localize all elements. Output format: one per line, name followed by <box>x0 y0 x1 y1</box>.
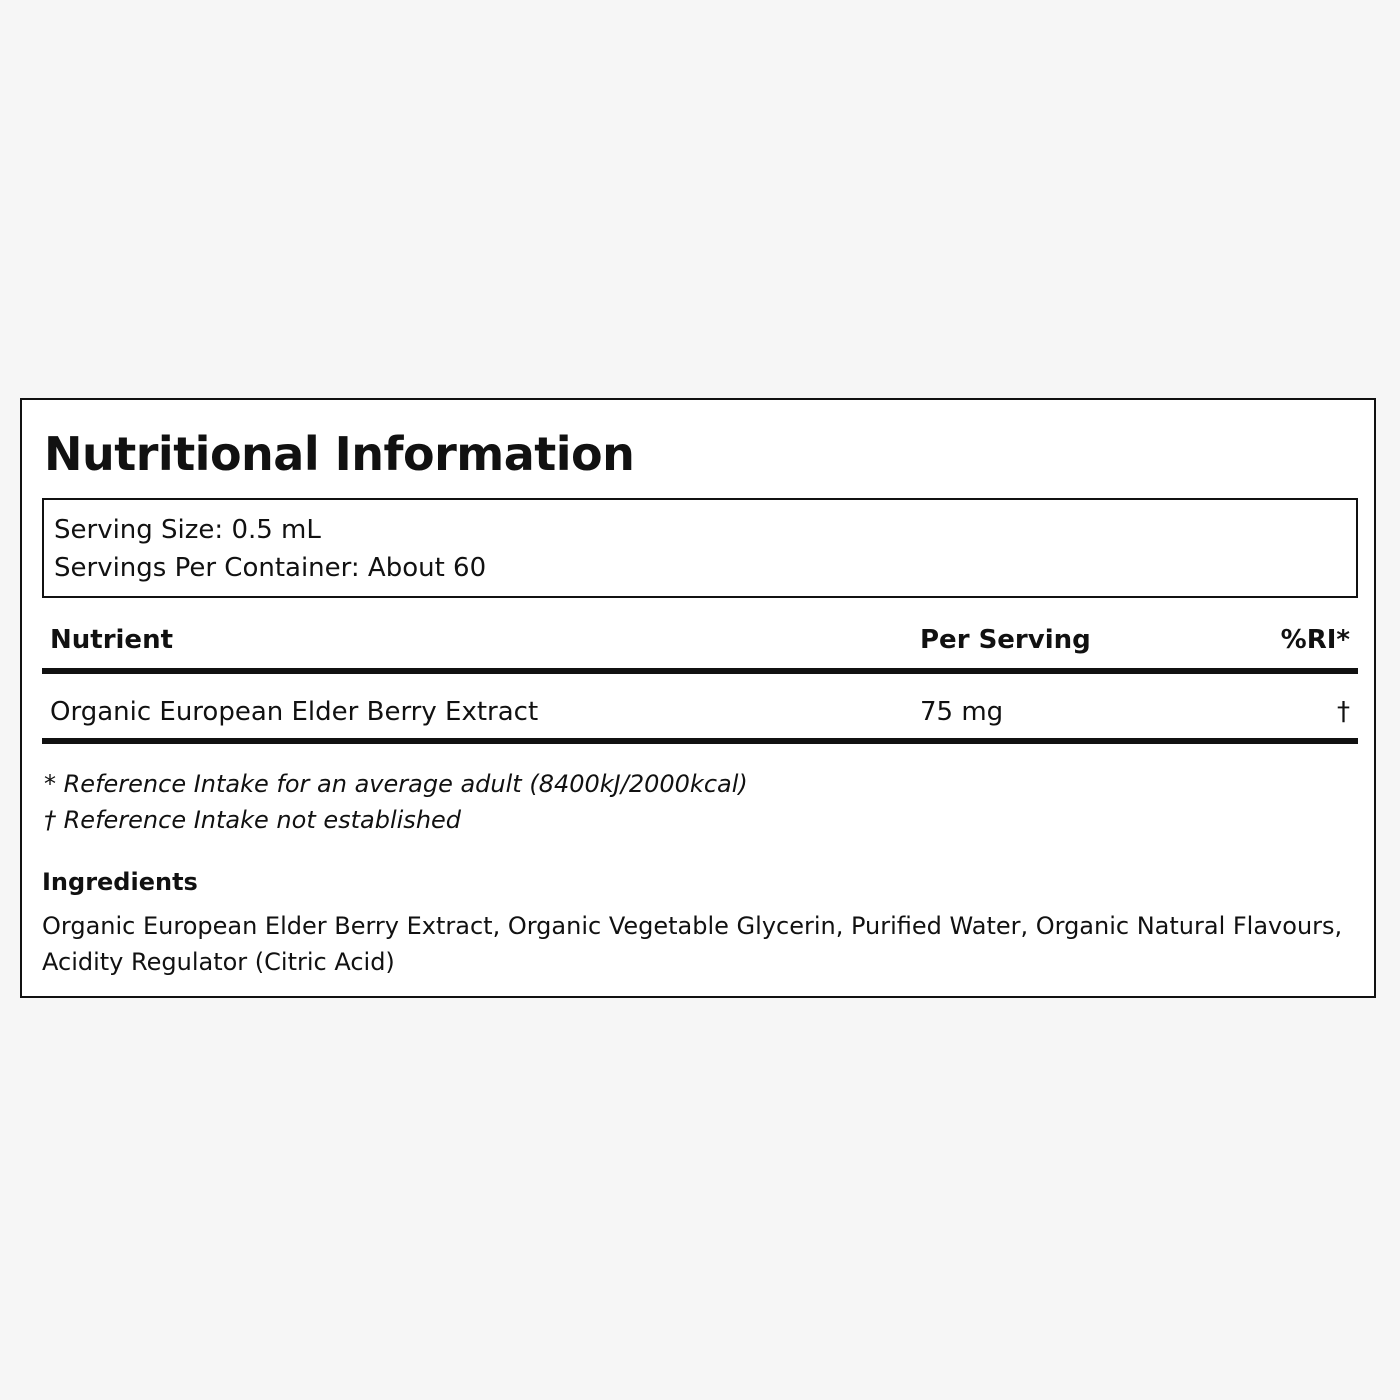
footnote-ri: * Reference Intake for an average adult (8400kJ/2000kcal) <box>44 770 748 798</box>
label-title: Nutritional Information <box>44 427 635 481</box>
servings-per-container: Servings Per Container: About 60 <box>54 553 487 583</box>
header-divider <box>42 668 1358 674</box>
nutrition-label-panel <box>20 398 1376 998</box>
header-per-serving: Per Serving <box>920 625 1091 655</box>
footnote-not-established: † Reference Intake not established <box>44 806 462 834</box>
serving-size: Serving Size: 0.5 mL <box>54 515 321 545</box>
serving-info-box <box>42 498 1358 598</box>
ingredients-list: Organic European Elder Berry Extract, Organic Vegetable Glycerin, Purified Water, Organic Natural Flavours, Acidity Regulator (Citric Acid) <box>42 912 1343 976</box>
ingredients-heading: Ingredients <box>42 868 198 896</box>
row-per-serving: 75 mg <box>920 697 1004 727</box>
row-ri: † <box>1337 697 1350 727</box>
header-ri: %RI* <box>1280 625 1350 655</box>
footnotes <box>44 766 748 838</box>
row-nutrient: Organic European Elder Berry Extract <box>50 697 539 727</box>
header-nutrient: Nutrient <box>50 625 174 655</box>
row-divider <box>42 738 1358 744</box>
